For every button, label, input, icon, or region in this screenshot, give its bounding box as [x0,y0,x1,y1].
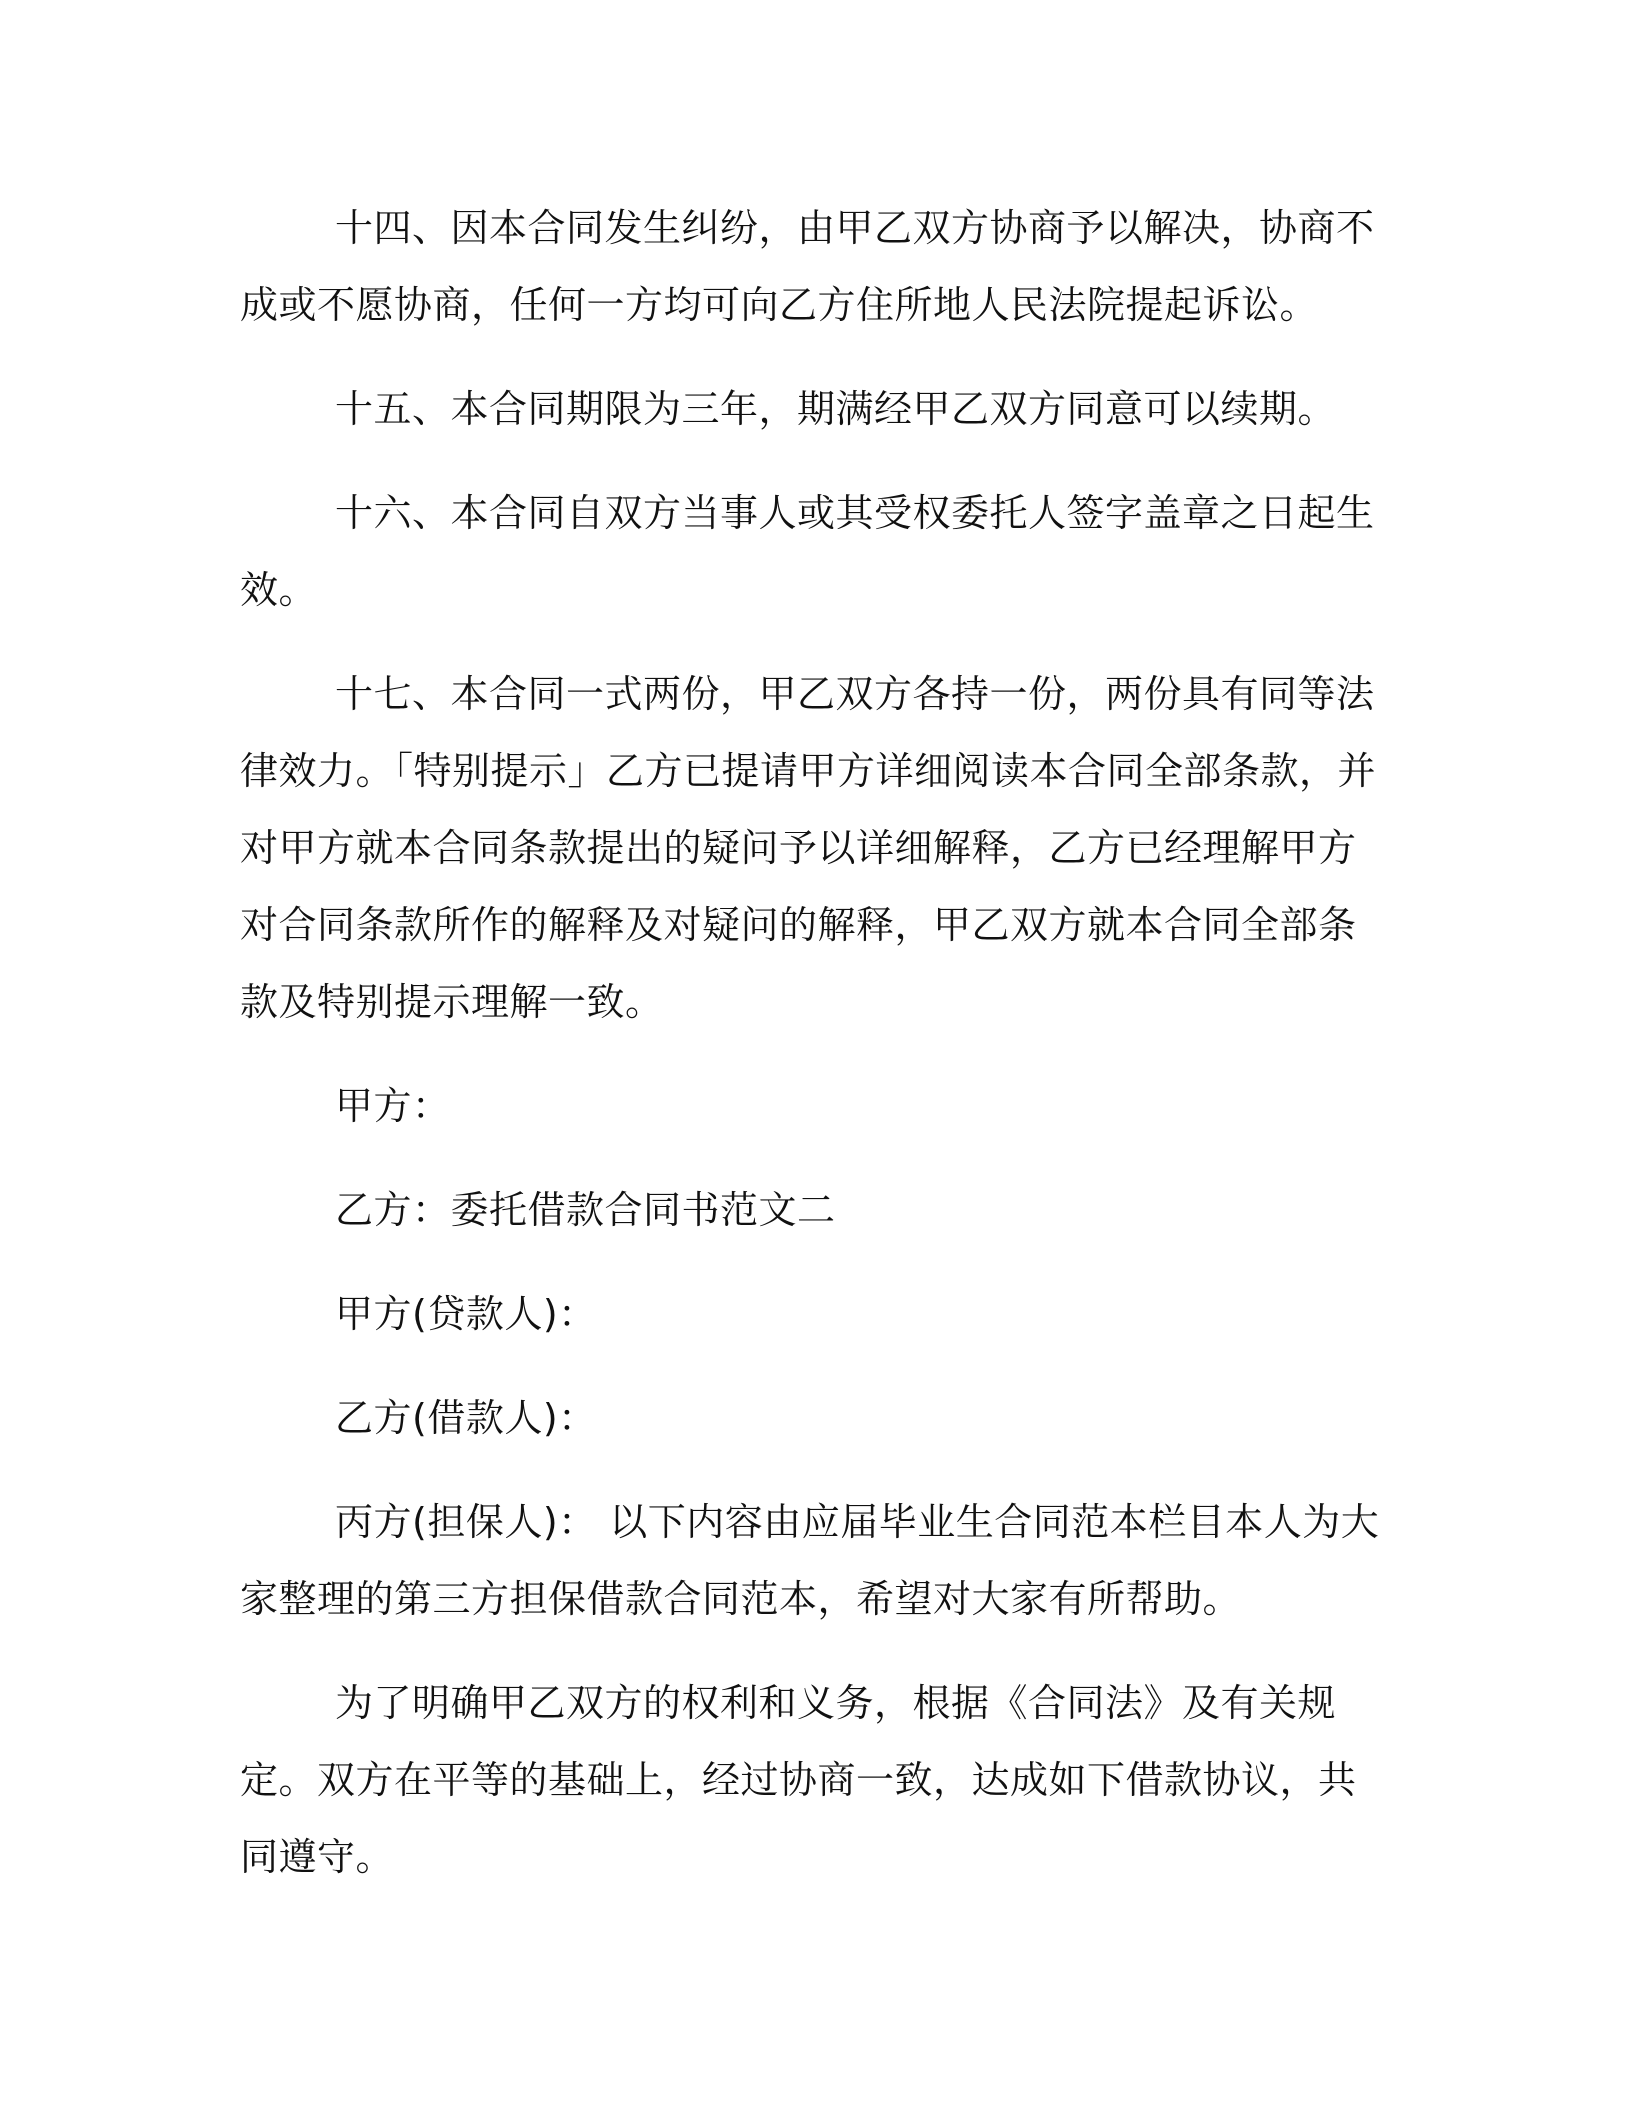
lender-line: 甲方(贷款人)： [335,1292,597,1336]
preamble-paragraph: 为了明确甲乙双方的权利和义务，根据《合同法》及有关规定。双方在平等的基础上，经过协商一致，达成如下借款协议，共同遵守。 [240,1681,1357,1879]
clause-15-paragraph: 十五、本合同期限为三年，期满经甲乙双方同意可以续期。 [335,387,1337,431]
borrower-line: 乙方(借款人)： [335,1396,597,1440]
guarantor-paragraph: 丙方(担保人)： 以下内容由应届毕业生合同范本栏目本人为大家整理的第三方担保借款合同范本，希望对大家有所帮助。 [240,1500,1380,1621]
party-a-line: 甲方： [335,1084,451,1128]
clause-14-paragraph: 十四、因本合同发生纠纷，由甲乙双方协商予以解决，协商不成或不愿协商，任何一方均可向乙方住所地人民法院提起诉讼。 [240,206,1375,327]
party-b-line: 乙方：委托借款合同书范文二 [335,1188,836,1232]
document-page [240,190,1390,1923]
clause-16-paragraph: 十六、本合同自双方当事人或其受权委托人签字盖章之日起生效。 [240,491,1375,612]
clause-17-paragraph: 十七、本合同一式两份，甲乙双方各持一份，两份具有同等法律效力。「特别提示」乙方已提请甲方详细阅读本合同全部条款，并对甲方就本合同条款提出的疑问予以详细解释，乙方已经理解甲方对合同条款所作的解释及对疑问的解释，甲乙双方就本合同全部条款及特别提示理解一致。 [240,672,1377,1024]
